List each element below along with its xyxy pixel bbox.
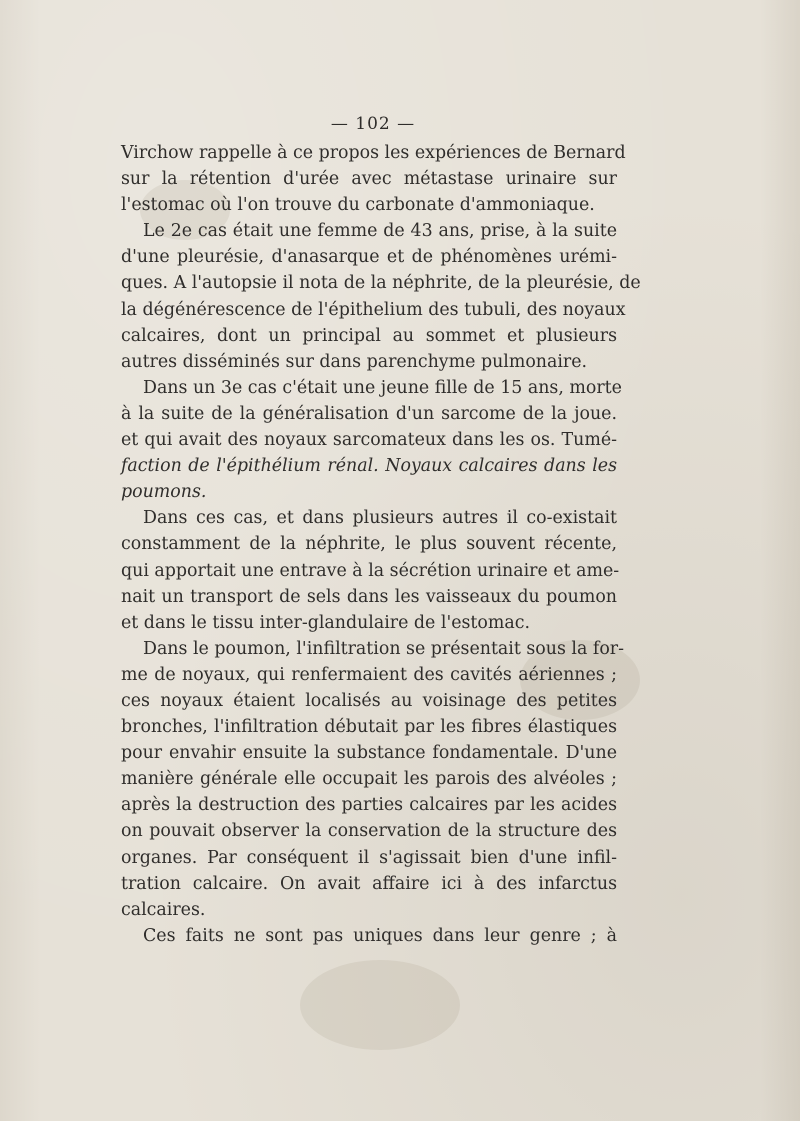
- text-line: Dans un 3e cas c'était une jeune fille de 15 ans, morte: [143, 377, 622, 398]
- text-line: la dégénérescence de l'épithelium des tubuli, des noyaux: [121, 299, 626, 320]
- text-line: calcaires.: [121, 899, 206, 920]
- text-line: organes. Par conséquent il s'agissait bien d'une infil-: [121, 847, 617, 868]
- text-line: faction de l'épithélium rénal. Noyaux calcaires dans les: [121, 456, 617, 477]
- paper-stain: [300, 960, 460, 1050]
- text-line: bronches, l'infiltration débutait par les fibres élastiques: [121, 717, 617, 738]
- text-line: après la destruction des parties calcaires par les acides: [121, 795, 617, 816]
- text-line: Ces faits ne sont pas uniques dans leur genre ; à: [143, 925, 617, 946]
- text-line: nait un transport de sels dans les vaisseaux du poumon: [121, 586, 617, 607]
- text-line: Le 2e cas était une femme de 43 ans, prise, à la suite: [143, 221, 617, 242]
- text-line: pour envahir ensuite la substance fondamentale. D'une: [121, 743, 617, 764]
- text-line: constamment de la néphrite, le plus souvent récente,: [121, 534, 617, 555]
- text-line: et dans le tissu inter-glandulaire de l'estomac.: [121, 612, 531, 633]
- text-line: Dans ces cas, et dans plusieurs autres il co-existait: [143, 508, 617, 529]
- text-line: on pouvait observer la conservation de la structure des: [121, 821, 617, 842]
- text-line: l'estomac où l'on trouve du carbonate d'ammoniaque.: [121, 195, 595, 216]
- text-line: ces noyaux étaient localisés au voisinage des petites: [121, 690, 617, 711]
- text-line: calcaires, dont un principal au sommet et plusieurs: [121, 325, 617, 346]
- text-line: à la suite de la généralisation d'un sarcome de la joue.: [121, 403, 617, 424]
- text-line: me de noyaux, qui renfermaient des cavités aériennes ;: [121, 664, 617, 685]
- text-line: ques. A l'autopsie il nota de la néphrite, de la pleurésie, de: [121, 273, 641, 294]
- text-line: tration calcaire. On avait affaire ici à des infarctus: [121, 873, 617, 894]
- text-line: poumons.: [121, 482, 207, 503]
- text-line: qui apportait une entrave à la sécrétion urinaire et ame-: [121, 560, 620, 581]
- text-line: Virchow rappelle à ce propos les expériences de Bernard: [121, 143, 626, 163]
- text-line: et qui avait des noyaux sarcomateux dans les os. Tumé-: [121, 430, 617, 451]
- body-text: [121, 140, 641, 949]
- text-line: manière générale elle occupait les parois des alvéoles ;: [121, 769, 617, 790]
- page-number: — 102 —: [330, 114, 416, 134]
- text-line: sur la rétention d'urée avec métastase urinaire sur: [121, 169, 617, 190]
- text-line: autres disséminés sur dans parenchyme pulmonaire.: [121, 351, 588, 372]
- text-line: d'une pleurésie, d'anasarque et de phénomènes urémi-: [121, 247, 617, 268]
- text-line: Dans le poumon, l'infiltration se présentait sous la for-: [143, 638, 624, 659]
